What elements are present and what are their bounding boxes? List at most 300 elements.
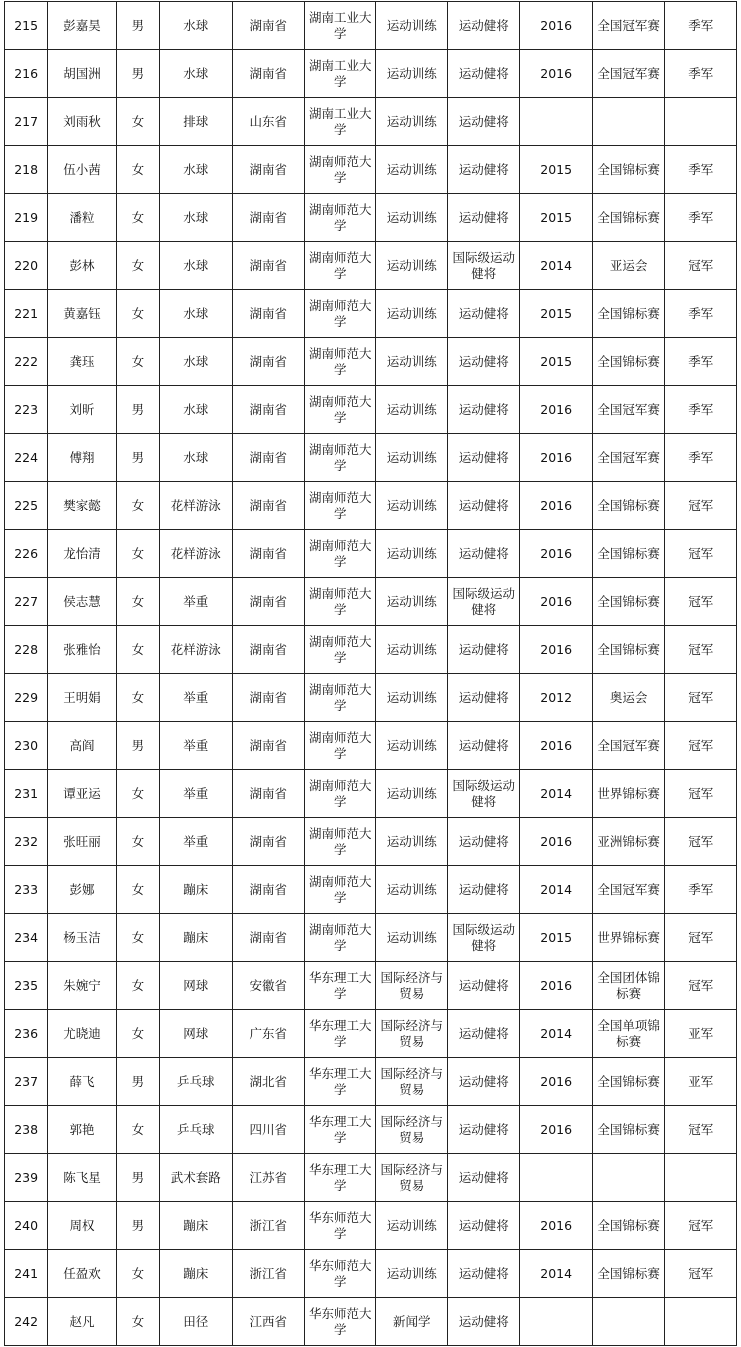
cell-row-number: 234 <box>5 914 48 962</box>
cell-university: 湖南师范大学 <box>304 722 375 770</box>
cell-sport: 武术套路 <box>160 1154 232 1202</box>
cell-result: 冠军 <box>665 1202 737 1250</box>
cell-major: 运动训练 <box>376 338 447 386</box>
cell-year: 2012 <box>520 674 592 722</box>
cell-row-number: 217 <box>5 98 48 146</box>
cell-event: 全国冠军赛 <box>592 722 664 770</box>
cell-result: 季军 <box>665 338 737 386</box>
cell-sport: 蹦床 <box>160 1250 232 1298</box>
cell-gender: 女 <box>116 146 159 194</box>
cell-province: 湖南省 <box>232 434 304 482</box>
cell-sport: 水球 <box>160 146 232 194</box>
cell-year: 2016 <box>520 1202 592 1250</box>
cell-athlete-name: 尤晓迪 <box>48 1010 116 1058</box>
cell-year: 2015 <box>520 290 592 338</box>
cell-athlete-name: 龙怡清 <box>48 530 116 578</box>
cell-gender: 女 <box>116 962 159 1010</box>
cell-major: 运动训练 <box>376 146 447 194</box>
cell-sport: 网球 <box>160 962 232 1010</box>
table-row <box>5 1058 737 1106</box>
cell-province: 四川省 <box>232 1106 304 1154</box>
cell-row-number: 216 <box>5 50 48 98</box>
cell-year: 2015 <box>520 146 592 194</box>
cell-major: 运动训练 <box>376 434 447 482</box>
cell-athlete-name: 侯志慧 <box>48 578 116 626</box>
cell-sport: 排球 <box>160 98 232 146</box>
cell-event: 全国锦标赛 <box>592 1250 664 1298</box>
cell-athlete-name: 任盈欢 <box>48 1250 116 1298</box>
table-row <box>5 1154 737 1202</box>
cell-year: 2016 <box>520 2 592 50</box>
cell-major: 运动训练 <box>376 866 447 914</box>
cell-province: 湖南省 <box>232 338 304 386</box>
cell-year: 2015 <box>520 194 592 242</box>
cell-athlete-level: 运动健将 <box>447 866 519 914</box>
cell-athlete-name: 杨玉洁 <box>48 914 116 962</box>
cell-major: 国际经济与贸易 <box>376 1010 447 1058</box>
cell-athlete-level: 运动健将 <box>447 1202 519 1250</box>
cell-athlete-level: 运动健将 <box>447 194 519 242</box>
cell-result <box>665 1298 737 1346</box>
cell-event <box>592 1298 664 1346</box>
cell-athlete-level: 运动健将 <box>447 1298 519 1346</box>
cell-major: 运动训练 <box>376 2 447 50</box>
cell-row-number: 239 <box>5 1154 48 1202</box>
cell-sport: 水球 <box>160 434 232 482</box>
cell-row-number: 215 <box>5 2 48 50</box>
cell-result: 季军 <box>665 290 737 338</box>
cell-gender: 女 <box>116 674 159 722</box>
cell-province: 江西省 <box>232 1298 304 1346</box>
cell-athlete-level: 运动健将 <box>447 1154 519 1202</box>
cell-row-number: 222 <box>5 338 48 386</box>
cell-university: 湖南师范大学 <box>304 338 375 386</box>
cell-major: 运动训练 <box>376 386 447 434</box>
cell-gender: 女 <box>116 242 159 290</box>
cell-sport: 蹦床 <box>160 866 232 914</box>
cell-result: 冠军 <box>665 530 737 578</box>
table-row <box>5 770 737 818</box>
cell-row-number: 233 <box>5 866 48 914</box>
cell-athlete-name: 黄嘉钰 <box>48 290 116 338</box>
cell-result: 冠军 <box>665 626 737 674</box>
cell-gender: 女 <box>116 914 159 962</box>
cell-sport: 蹦床 <box>160 914 232 962</box>
cell-major: 运动训练 <box>376 194 447 242</box>
table-row <box>5 674 737 722</box>
cell-year: 2016 <box>520 482 592 530</box>
cell-year: 2016 <box>520 818 592 866</box>
cell-university: 湖南师范大学 <box>304 194 375 242</box>
cell-result: 季军 <box>665 386 737 434</box>
cell-year: 2015 <box>520 338 592 386</box>
cell-year: 2014 <box>520 1250 592 1298</box>
table-row <box>5 242 737 290</box>
cell-athlete-name: 薛飞 <box>48 1058 116 1106</box>
cell-sport: 举重 <box>160 578 232 626</box>
cell-gender: 女 <box>116 866 159 914</box>
cell-row-number: 226 <box>5 530 48 578</box>
cell-year: 2014 <box>520 242 592 290</box>
cell-year: 2014 <box>520 866 592 914</box>
cell-athlete-level: 运动健将 <box>447 1106 519 1154</box>
cell-province: 湖南省 <box>232 818 304 866</box>
cell-gender: 女 <box>116 530 159 578</box>
cell-province: 湖南省 <box>232 578 304 626</box>
cell-province: 湖南省 <box>232 386 304 434</box>
cell-row-number: 220 <box>5 242 48 290</box>
cell-athlete-name: 龚珏 <box>48 338 116 386</box>
cell-result: 冠军 <box>665 242 737 290</box>
cell-major: 运动训练 <box>376 530 447 578</box>
cell-university: 湖南师范大学 <box>304 866 375 914</box>
cell-province: 湖南省 <box>232 242 304 290</box>
cell-row-number: 240 <box>5 1202 48 1250</box>
cell-athlete-level: 国际级运动健将 <box>447 242 519 290</box>
cell-university: 湖南师范大学 <box>304 386 375 434</box>
cell-athlete-level: 运动健将 <box>447 434 519 482</box>
table-row <box>5 2 737 50</box>
cell-result: 冠军 <box>665 578 737 626</box>
cell-athlete-level: 运动健将 <box>447 482 519 530</box>
cell-athlete-level: 运动健将 <box>447 626 519 674</box>
cell-row-number: 227 <box>5 578 48 626</box>
cell-result: 冠军 <box>665 770 737 818</box>
cell-university: 湖南师范大学 <box>304 674 375 722</box>
cell-athlete-name: 陈飞星 <box>48 1154 116 1202</box>
cell-event: 全国锦标赛 <box>592 1058 664 1106</box>
cell-university: 湖南师范大学 <box>304 530 375 578</box>
cell-sport: 水球 <box>160 194 232 242</box>
cell-province: 湖南省 <box>232 914 304 962</box>
cell-sport: 水球 <box>160 2 232 50</box>
cell-athlete-name: 郭艳 <box>48 1106 116 1154</box>
table-row <box>5 50 737 98</box>
cell-year: 2016 <box>520 50 592 98</box>
cell-event: 全国锦标赛 <box>592 482 664 530</box>
cell-university: 湖南工业大学 <box>304 98 375 146</box>
cell-university: 华东师范大学 <box>304 1202 375 1250</box>
cell-university: 湖南师范大学 <box>304 578 375 626</box>
cell-university: 华东理工大学 <box>304 1010 375 1058</box>
cell-university: 湖南工业大学 <box>304 50 375 98</box>
cell-university: 湖南师范大学 <box>304 290 375 338</box>
cell-province: 湖南省 <box>232 194 304 242</box>
cell-row-number: 225 <box>5 482 48 530</box>
cell-athlete-level: 运动健将 <box>447 338 519 386</box>
cell-province: 湖北省 <box>232 1058 304 1106</box>
cell-province: 湖南省 <box>232 626 304 674</box>
cell-sport: 水球 <box>160 290 232 338</box>
cell-row-number: 238 <box>5 1106 48 1154</box>
cell-athlete-name: 樊家懿 <box>48 482 116 530</box>
cell-row-number: 224 <box>5 434 48 482</box>
cell-event: 全国冠军赛 <box>592 50 664 98</box>
cell-athlete-level: 国际级运动健将 <box>447 578 519 626</box>
cell-major: 运动训练 <box>376 722 447 770</box>
cell-row-number: 242 <box>5 1298 48 1346</box>
table-row <box>5 818 737 866</box>
cell-year: 2016 <box>520 578 592 626</box>
cell-event: 奥运会 <box>592 674 664 722</box>
cell-athlete-name: 张雅怡 <box>48 626 116 674</box>
cell-university: 湖南师范大学 <box>304 434 375 482</box>
cell-province: 安徽省 <box>232 962 304 1010</box>
cell-major: 国际经济与贸易 <box>376 1058 447 1106</box>
cell-athlete-level: 运动健将 <box>447 50 519 98</box>
table-row <box>5 1298 737 1346</box>
cell-major: 运动训练 <box>376 626 447 674</box>
cell-athlete-level: 运动健将 <box>447 530 519 578</box>
cell-province: 湖南省 <box>232 866 304 914</box>
table-row <box>5 722 737 770</box>
cell-athlete-level: 国际级运动健将 <box>447 770 519 818</box>
table-row <box>5 866 737 914</box>
cell-university: 华东师范大学 <box>304 1298 375 1346</box>
cell-year: 2016 <box>520 962 592 1010</box>
cell-athlete-level: 运动健将 <box>447 1250 519 1298</box>
cell-year <box>520 1298 592 1346</box>
cell-university: 湖南师范大学 <box>304 146 375 194</box>
cell-gender: 女 <box>116 626 159 674</box>
cell-year: 2016 <box>520 1058 592 1106</box>
table-row <box>5 146 737 194</box>
cell-athlete-name: 刘雨秋 <box>48 98 116 146</box>
cell-gender: 女 <box>116 338 159 386</box>
cell-result: 冠军 <box>665 1250 737 1298</box>
cell-result: 季军 <box>665 194 737 242</box>
cell-year <box>520 98 592 146</box>
cell-major: 新闻学 <box>376 1298 447 1346</box>
cell-year: 2014 <box>520 1010 592 1058</box>
cell-university: 华东理工大学 <box>304 1058 375 1106</box>
cell-gender: 女 <box>116 290 159 338</box>
cell-sport: 花样游泳 <box>160 482 232 530</box>
cell-year: 2014 <box>520 770 592 818</box>
cell-event: 全国冠军赛 <box>592 866 664 914</box>
cell-event: 全国锦标赛 <box>592 146 664 194</box>
cell-row-number: 218 <box>5 146 48 194</box>
cell-gender: 女 <box>116 1250 159 1298</box>
cell-gender: 男 <box>116 434 159 482</box>
cell-major: 运动训练 <box>376 770 447 818</box>
cell-result: 季军 <box>665 146 737 194</box>
cell-gender: 男 <box>116 722 159 770</box>
cell-year: 2016 <box>520 722 592 770</box>
table-row <box>5 1202 737 1250</box>
cell-sport: 举重 <box>160 722 232 770</box>
cell-athlete-name: 张旺丽 <box>48 818 116 866</box>
cell-event: 全国冠军赛 <box>592 2 664 50</box>
cell-year <box>520 1154 592 1202</box>
cell-major: 运动训练 <box>376 98 447 146</box>
cell-athlete-name: 谭亚运 <box>48 770 116 818</box>
table-row <box>5 434 737 482</box>
table-row <box>5 1106 737 1154</box>
cell-row-number: 221 <box>5 290 48 338</box>
cell-result <box>665 1154 737 1202</box>
cell-event: 全国锦标赛 <box>592 1106 664 1154</box>
cell-sport: 网球 <box>160 1010 232 1058</box>
cell-result: 冠军 <box>665 482 737 530</box>
cell-athlete-name: 伍小茜 <box>48 146 116 194</box>
cell-province: 湖南省 <box>232 770 304 818</box>
cell-province: 浙江省 <box>232 1250 304 1298</box>
cell-university: 湖南师范大学 <box>304 914 375 962</box>
cell-athlete-name: 赵凡 <box>48 1298 116 1346</box>
cell-major: 运动训练 <box>376 914 447 962</box>
cell-sport: 举重 <box>160 770 232 818</box>
cell-province: 江苏省 <box>232 1154 304 1202</box>
cell-result: 亚军 <box>665 1058 737 1106</box>
cell-gender: 女 <box>116 1106 159 1154</box>
cell-athlete-level: 运动健将 <box>447 1010 519 1058</box>
cell-row-number: 228 <box>5 626 48 674</box>
cell-sport: 举重 <box>160 674 232 722</box>
cell-row-number: 241 <box>5 1250 48 1298</box>
cell-sport: 花样游泳 <box>160 626 232 674</box>
cell-major: 运动训练 <box>376 242 447 290</box>
cell-province: 湖南省 <box>232 146 304 194</box>
table-row <box>5 1250 737 1298</box>
cell-event: 全国锦标赛 <box>592 578 664 626</box>
cell-major: 运动训练 <box>376 818 447 866</box>
cell-result <box>665 98 737 146</box>
cell-athlete-name: 彭林 <box>48 242 116 290</box>
cell-university: 华东师范大学 <box>304 1250 375 1298</box>
cell-major: 国际经济与贸易 <box>376 1154 447 1202</box>
cell-athlete-level: 运动健将 <box>447 98 519 146</box>
cell-athlete-level: 运动健将 <box>447 146 519 194</box>
cell-gender: 男 <box>116 50 159 98</box>
cell-athlete-name: 彭嘉昊 <box>48 2 116 50</box>
cell-row-number: 230 <box>5 722 48 770</box>
cell-gender: 男 <box>116 1202 159 1250</box>
cell-event: 世界锦标赛 <box>592 914 664 962</box>
cell-university: 湖南师范大学 <box>304 818 375 866</box>
cell-gender: 男 <box>116 1058 159 1106</box>
cell-row-number: 229 <box>5 674 48 722</box>
cell-province: 山东省 <box>232 98 304 146</box>
cell-province: 湖南省 <box>232 530 304 578</box>
cell-gender: 女 <box>116 482 159 530</box>
cell-province: 湖南省 <box>232 2 304 50</box>
cell-university: 湖南工业大学 <box>304 2 375 50</box>
table-row <box>5 290 737 338</box>
cell-athlete-name: 彭娜 <box>48 866 116 914</box>
cell-athlete-level: 运动健将 <box>447 674 519 722</box>
cell-athlete-level: 运动健将 <box>447 818 519 866</box>
cell-university: 湖南师范大学 <box>304 242 375 290</box>
cell-sport: 举重 <box>160 818 232 866</box>
table-row <box>5 626 737 674</box>
cell-event: 全国冠军赛 <box>592 386 664 434</box>
cell-gender: 女 <box>116 578 159 626</box>
cell-row-number: 235 <box>5 962 48 1010</box>
cell-province: 湖南省 <box>232 50 304 98</box>
cell-sport: 乒乓球 <box>160 1106 232 1154</box>
cell-year: 2015 <box>520 914 592 962</box>
cell-event: 全国冠军赛 <box>592 434 664 482</box>
cell-event: 全国锦标赛 <box>592 530 664 578</box>
cell-university: 湖南师范大学 <box>304 626 375 674</box>
cell-major: 国际经济与贸易 <box>376 962 447 1010</box>
cell-row-number: 223 <box>5 386 48 434</box>
cell-athlete-level: 运动健将 <box>447 962 519 1010</box>
cell-athlete-name: 傅翔 <box>48 434 116 482</box>
cell-sport: 乒乓球 <box>160 1058 232 1106</box>
cell-event: 亚运会 <box>592 242 664 290</box>
cell-gender: 女 <box>116 770 159 818</box>
cell-university: 华东理工大学 <box>304 962 375 1010</box>
cell-athlete-name: 潘粒 <box>48 194 116 242</box>
cell-major: 运动训练 <box>376 674 447 722</box>
cell-athlete-level: 国际级运动健将 <box>447 914 519 962</box>
cell-province: 浙江省 <box>232 1202 304 1250</box>
cell-province: 湖南省 <box>232 722 304 770</box>
cell-province: 湖南省 <box>232 674 304 722</box>
table-row <box>5 338 737 386</box>
cell-gender: 女 <box>116 1010 159 1058</box>
cell-major: 国际经济与贸易 <box>376 1106 447 1154</box>
cell-sport: 水球 <box>160 386 232 434</box>
cell-gender: 男 <box>116 2 159 50</box>
table-row <box>5 98 737 146</box>
cell-year: 2016 <box>520 1106 592 1154</box>
cell-athlete-level: 运动健将 <box>447 386 519 434</box>
cell-sport: 花样游泳 <box>160 530 232 578</box>
cell-major: 运动训练 <box>376 290 447 338</box>
cell-athlete-level: 运动健将 <box>447 2 519 50</box>
cell-row-number: 232 <box>5 818 48 866</box>
cell-event: 全国锦标赛 <box>592 626 664 674</box>
cell-athlete-name: 周权 <box>48 1202 116 1250</box>
cell-event <box>592 98 664 146</box>
cell-major: 运动训练 <box>376 482 447 530</box>
cell-gender: 女 <box>116 818 159 866</box>
cell-major: 运动训练 <box>376 50 447 98</box>
cell-event <box>592 1154 664 1202</box>
cell-event: 全国锦标赛 <box>592 194 664 242</box>
cell-province: 广东省 <box>232 1010 304 1058</box>
cell-sport: 水球 <box>160 242 232 290</box>
cell-result: 冠军 <box>665 962 737 1010</box>
cell-province: 湖南省 <box>232 482 304 530</box>
cell-year: 2016 <box>520 434 592 482</box>
cell-row-number: 237 <box>5 1058 48 1106</box>
cell-result: 冠军 <box>665 914 737 962</box>
cell-athlete-level: 运动健将 <box>447 722 519 770</box>
cell-result: 季军 <box>665 866 737 914</box>
cell-university: 湖南师范大学 <box>304 770 375 818</box>
cell-sport: 蹦床 <box>160 1202 232 1250</box>
cell-sport: 水球 <box>160 338 232 386</box>
cell-result: 冠军 <box>665 1106 737 1154</box>
cell-athlete-name: 高阎 <box>48 722 116 770</box>
cell-event: 世界锦标赛 <box>592 770 664 818</box>
table-row <box>5 386 737 434</box>
table-row <box>5 482 737 530</box>
cell-result: 季军 <box>665 50 737 98</box>
cell-result: 季军 <box>665 2 737 50</box>
cell-athlete-name: 刘昕 <box>48 386 116 434</box>
table-row <box>5 914 737 962</box>
cell-university: 华东理工大学 <box>304 1154 375 1202</box>
cell-major: 运动训练 <box>376 578 447 626</box>
cell-row-number: 236 <box>5 1010 48 1058</box>
cell-event: 全国锦标赛 <box>592 338 664 386</box>
cell-event: 全国锦标赛 <box>592 1202 664 1250</box>
